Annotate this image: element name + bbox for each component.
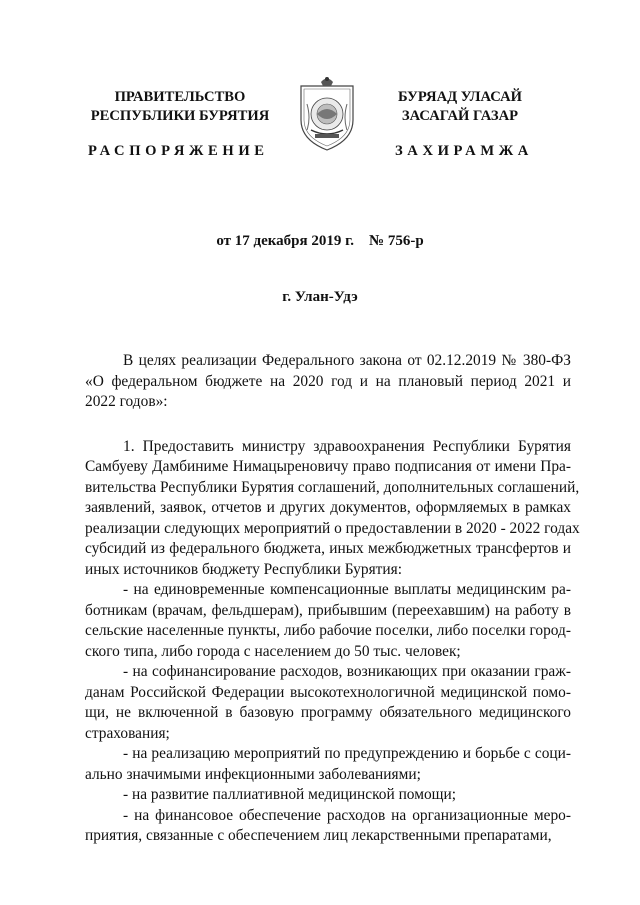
doctype-buryat: ЗАХИРАМЖА (395, 143, 533, 159)
bullet-medicine-supply (85, 806, 571, 847)
text-line: Самбуеву Дамбиниме Нимацыреновичу право подписания от имени Пра- (85, 458, 571, 475)
text-line: вительства Республики Бурятия соглашений, дополнительных соглашений, (85, 478, 580, 496)
issuer-buryat-line2: ЗАСАГАЙ ГАЗАР (401, 108, 519, 124)
order-date: от 17 декабря 2019 г. (216, 233, 354, 249)
text-line: приятия, связанные с обеспечением лиц лекарственными препаратами, (85, 827, 552, 844)
paragraph-1 (85, 437, 580, 581)
text-line: 1. Предоставить министру здравоохранения Республики Бурятия (123, 437, 571, 455)
text-line: - на единовременные компенсационные выплаты медицинским ра- (123, 581, 571, 598)
issuer-buryat (375, 88, 545, 126)
text-line: щи, не включенной в базовую программу обязательного медицинского (85, 704, 571, 721)
text-line: В целях реализации Федерального закона от 02.12.2019 № 380-ФЗ (123, 352, 571, 369)
text-line: иных источников бюджету Республики Бурятия: (85, 560, 402, 578)
intro-paragraph (85, 351, 571, 413)
issuer-buryat-line1: БУРЯАД УЛАСАЙ (398, 89, 522, 105)
text-line: - на реализацию мероприятий по предупреждению и борьбе с соци- (123, 745, 571, 762)
text-line: реализации следующих мероприятий о предоставлении в 2020 - 2022 годах (85, 519, 580, 537)
bullet-palliative-care (85, 785, 571, 806)
text-line: ально значимыми инфекционными заболеваниями; (85, 765, 421, 783)
text-line: данам Российской Федерации высокотехнологичной медицинской помо- (85, 683, 571, 701)
text-line: «О федеральном бюджете на 2020 год и на плановый период 2021 и (85, 372, 571, 390)
text-line: сельские населенные пункты, либо рабочие поселки, либо поселки город- (85, 622, 571, 639)
text-line: 2022 годов»: (85, 393, 168, 410)
coat-of-arms-icon (297, 74, 357, 154)
issuer-russian-line1: ПРАВИТЕЛЬСТВО (114, 89, 246, 105)
bullet-high-tech-care (85, 662, 571, 744)
text-line: - на развитие паллиативной медицинской помощи; (123, 786, 457, 803)
text-line: ботникам (врачам, фельдшерам), прибывшим (переехавшим) на работу в (85, 601, 571, 619)
order-city: г. Улан-Удэ (282, 289, 358, 305)
order-date-number (0, 233, 640, 250)
text-line: заявлений, заявок, отчетов и других документов, оформляемых в рамках (85, 499, 571, 516)
issuer-russian-line2: РЕСПУБЛИКИ БУРЯТИЯ (90, 108, 270, 124)
text-line: страхования; (85, 724, 170, 742)
order-number: № 756-р (369, 233, 424, 249)
text-line: - на софинансирование расходов, возникающих при оказании граж- (123, 663, 571, 680)
doctype-russian: РАСПОРЯЖЕНИЕ (88, 143, 269, 159)
text-line: субсидий из федерального бюджета, иных межбюджетных трансфертов и (85, 540, 571, 557)
text-line: - на финансовое обеспечение расходов на организационные меро- (123, 806, 571, 824)
bullet-infectious-diseases (85, 744, 571, 785)
text-line: ского типа, либо города с населением до 50 тыс. человек; (85, 642, 461, 660)
issuer-russian (80, 88, 280, 126)
bullet-compensation-payments (85, 580, 571, 662)
order-body (85, 351, 580, 847)
